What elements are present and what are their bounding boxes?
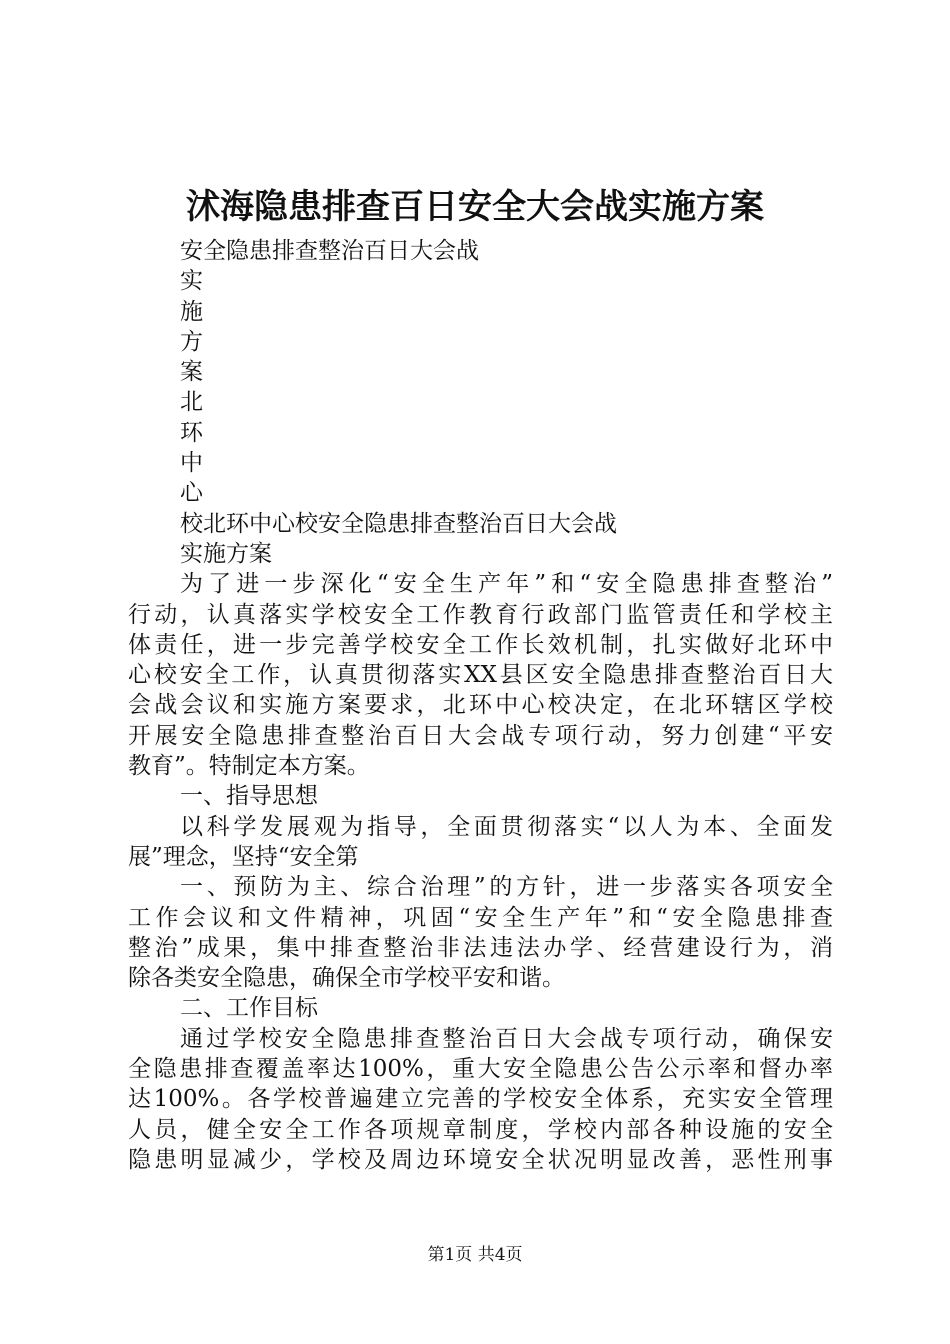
text-line: 教育”。特制定本方案。 [128, 753, 370, 780]
text-line: 开展安全隐患排查整治百日大会战专项行动，努力创建“平安 [128, 722, 833, 749]
text-line: 一、指导思想 [180, 783, 318, 810]
text-line: 案 [180, 359, 203, 386]
text-line: 全隐患排查覆盖率达100%，重大安全隐患公告公示率和督办率 [128, 1056, 833, 1083]
text-line: 心校安全工作，认真贯彻落实XX县区安全隐患排查整治百日大 [128, 662, 833, 689]
text-line: 达100%。各学校普遍建立完善的学校安全体系，充实安全管理 [128, 1086, 833, 1113]
text-line: 通过学校安全隐患排查整治百日大会战专项行动，确保安 [180, 1025, 833, 1052]
text-line: 施 [180, 298, 203, 325]
text-line: 实 [180, 268, 203, 295]
text-line: 实施方案 [180, 540, 272, 567]
text-line: 为了进一步深化“安全生产年”和“安全隐患排查整治” [180, 571, 833, 598]
text-line: 行动，认真落实学校安全工作教育行政部门监管责任和学校主 [128, 601, 833, 628]
text-line: 人员，健全安全工作各项规章制度，学校内部各种设施的安全 [128, 1116, 833, 1143]
text-line: 体责任，进一步完善学校安全工作长效机制，扎实做好北环中 [128, 631, 833, 658]
document-title: 沭海隐患排查百日安全大会战实施方案 [186, 187, 764, 227]
text-line: 中 [180, 450, 203, 477]
text-line: 环 [180, 419, 203, 446]
text-line: 安全隐患排查整治百日大会战 [180, 238, 479, 264]
text-line: 方 [180, 328, 203, 355]
document-body [128, 236, 833, 1175]
text-line: 校北环中心校安全隐患排查整治百日大会战 [180, 510, 617, 537]
text-line: 工作会议和文件精神，巩固“安全生产年”和“安全隐患排查 [128, 904, 833, 931]
text-line: 隐患明显减少，学校及周边环境安全状况明显改善，恶性刑事 [128, 1146, 833, 1173]
text-line: 除各类安全隐患，确保全市学校平安和谐。 [128, 965, 565, 992]
page-footer: 第1页 共4页 [427, 1245, 523, 1265]
text-line: 会战会议和实施方案要求，北环中心校决定，在北环辖区学校 [128, 692, 833, 719]
text-line: 以科学发展观为指导，全面贯彻落实“以人为本、全面发 [180, 813, 833, 840]
text-line: 心 [180, 480, 203, 507]
text-line: 整治”成果，集中排查整治非法违法办学、经营建设行为，消 [128, 934, 833, 961]
text-line: 展”理念，坚持“安全第 [128, 843, 359, 870]
text-line: 一、预防为主、综合治理”的方针，进一步落实各项安全 [180, 874, 833, 901]
text-line: 北 [180, 389, 203, 416]
text-line: 二、工作目标 [180, 995, 318, 1022]
